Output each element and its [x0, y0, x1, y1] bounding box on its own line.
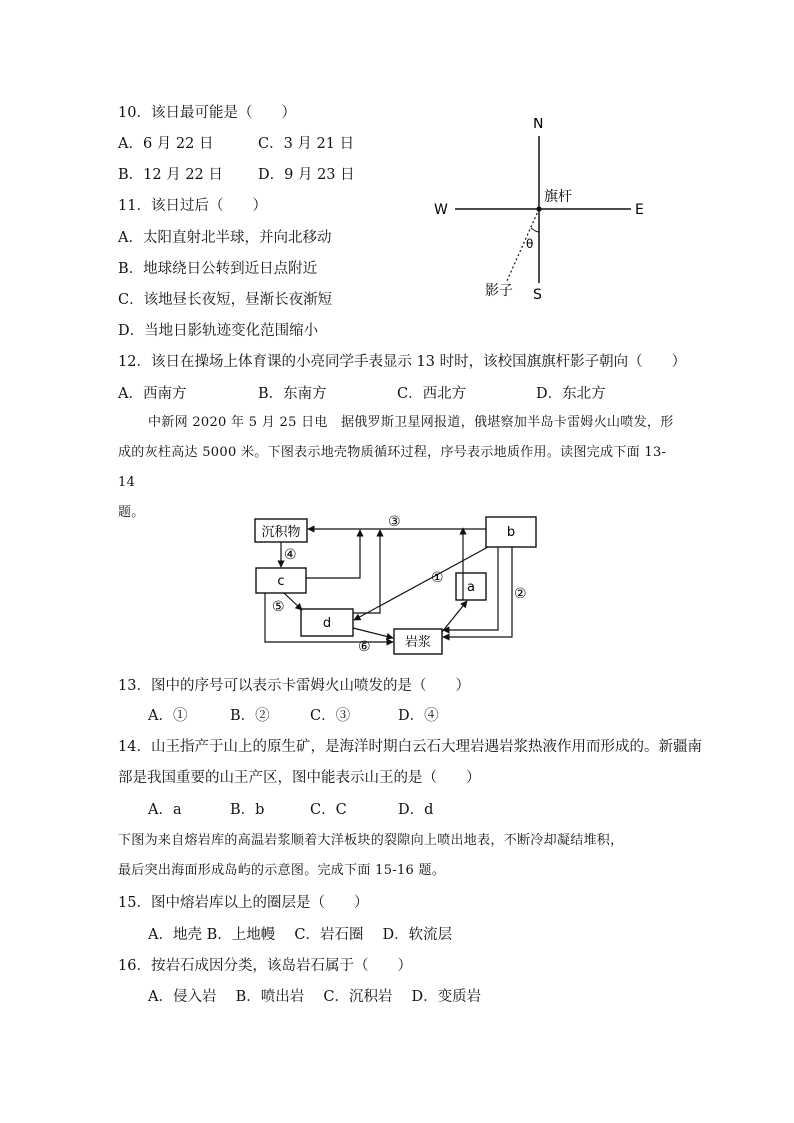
east-label: E	[635, 202, 644, 218]
q11-stem: 11．该日过后（ ）	[118, 198, 267, 214]
passage-13-14-line-3: 题。	[118, 505, 145, 520]
q12-option-a: A．西南方	[118, 386, 187, 402]
shadow-line	[506, 209, 539, 283]
label-process-6: ⑥	[358, 639, 371, 655]
q14-option-b: B．b	[230, 802, 265, 818]
box-b-label: b	[506, 525, 516, 540]
q13-stem: 13．图中的序号可以表示卡雷姆火山喷发的是（ ）	[118, 678, 470, 694]
q16-stem: 16．按岩石成因分类，该岛岩石属于（ ）	[118, 958, 412, 974]
q12-option-c: C．西北方	[397, 386, 467, 402]
q14-option-c: C．C	[310, 802, 347, 818]
q12-stem: 12．该日在操场上体育课的小亮同学手表显示 13 时时，该校国旗旗杆影子朝向（ ）	[118, 354, 687, 370]
west-label: W	[434, 202, 448, 218]
box-magma-label: 岩浆	[404, 635, 432, 650]
label-process-5: ⑤	[272, 599, 285, 615]
passage-15-16	[118, 826, 676, 886]
q12-option-b: B．东南方	[258, 386, 327, 402]
q13-option-c: C．③	[310, 708, 351, 724]
q14-stem-line-2: 部是我国重要的山王产区，图中能表示山王的是（ ）	[118, 770, 481, 786]
south-label: S	[533, 287, 542, 303]
q15-options: A．地壳 B．上地幔 C．岩石圈 D．软流层	[148, 927, 453, 943]
label-process-4: ④	[284, 547, 297, 563]
label-process-3: ③	[388, 514, 401, 530]
q10-option-a: A．6 月 22 日	[118, 136, 214, 152]
box-a-label: a	[467, 580, 475, 595]
passage-15-16-line-2: 最后突出海面形成岛屿的示意图。完成下面 15-16 题。	[118, 863, 446, 878]
q14-stem-line-1: 14．山王指产于山上的原生矿，是海洋时期白云石大理岩遇岩浆热液作用而形成的。新疆南	[118, 739, 702, 755]
shadow-label: 影子	[485, 283, 513, 299]
north-label: N	[533, 118, 544, 132]
q11-option-a: A．太阳直射北半球，并向北移动	[118, 230, 332, 246]
q10-stem: 10．该日最可能是（ ）	[118, 105, 296, 121]
q13-option-b: B．②	[230, 708, 270, 724]
rock-cycle-diagram	[250, 510, 550, 660]
q15-stem: 15．图中熔岩库以上的圈层是（ ）	[118, 895, 369, 911]
flagpole-shadow-diagram	[425, 118, 665, 308]
q10-option-b: B．12 月 22 日	[118, 167, 223, 183]
passage-15-16-line-1: 下图为来自熔岩库的高温岩浆顺着大洋板块的裂隙向上喷出地表，不断冷却凝结堆积，	[118, 833, 624, 848]
label-process-1: ①	[431, 570, 444, 586]
q11-option-d: D．当地日影轨迹变化范围缩小	[118, 323, 319, 339]
passage-13-14-line-1: 中新网 2020 年 5 月 25 日电 据俄罗斯卫星网报道，俄堪察加半岛卡雷姆火山喷发，形	[148, 415, 674, 430]
q12-option-d: D．东北方	[536, 386, 606, 402]
flagpole-label: 旗杆	[544, 189, 572, 205]
q11-option-b: B．地球绕日公转到近日点附近	[118, 261, 318, 277]
box-c-label: c	[277, 574, 285, 589]
box-d-label: d	[322, 616, 332, 631]
q10-option-c: C．3 月 21 日	[258, 136, 355, 152]
q13-option-a: A．①	[148, 708, 188, 724]
q13-option-d: D．④	[398, 708, 439, 724]
box-sediment-label: 沉积物	[261, 525, 301, 540]
q14-option-d: D．d	[398, 802, 434, 818]
theta-label: θ	[526, 237, 534, 251]
q11-option-c: C．该地昼长夜短，昼渐长夜渐短	[118, 292, 333, 308]
q16-options: A．侵入岩 B．喷出岩 C．沉积岩 D．变质岩	[148, 989, 482, 1005]
label-process-2: ②	[514, 586, 527, 602]
q10-option-d: D．9 月 23 日	[258, 167, 355, 183]
q14-option-a: A．a	[148, 802, 182, 818]
passage-13-14-line-2: 成的灰柱高达 5000 米。下图表示地壳物质循环过程，序号表示地质作用。读图完成下面 13-14	[118, 445, 667, 490]
